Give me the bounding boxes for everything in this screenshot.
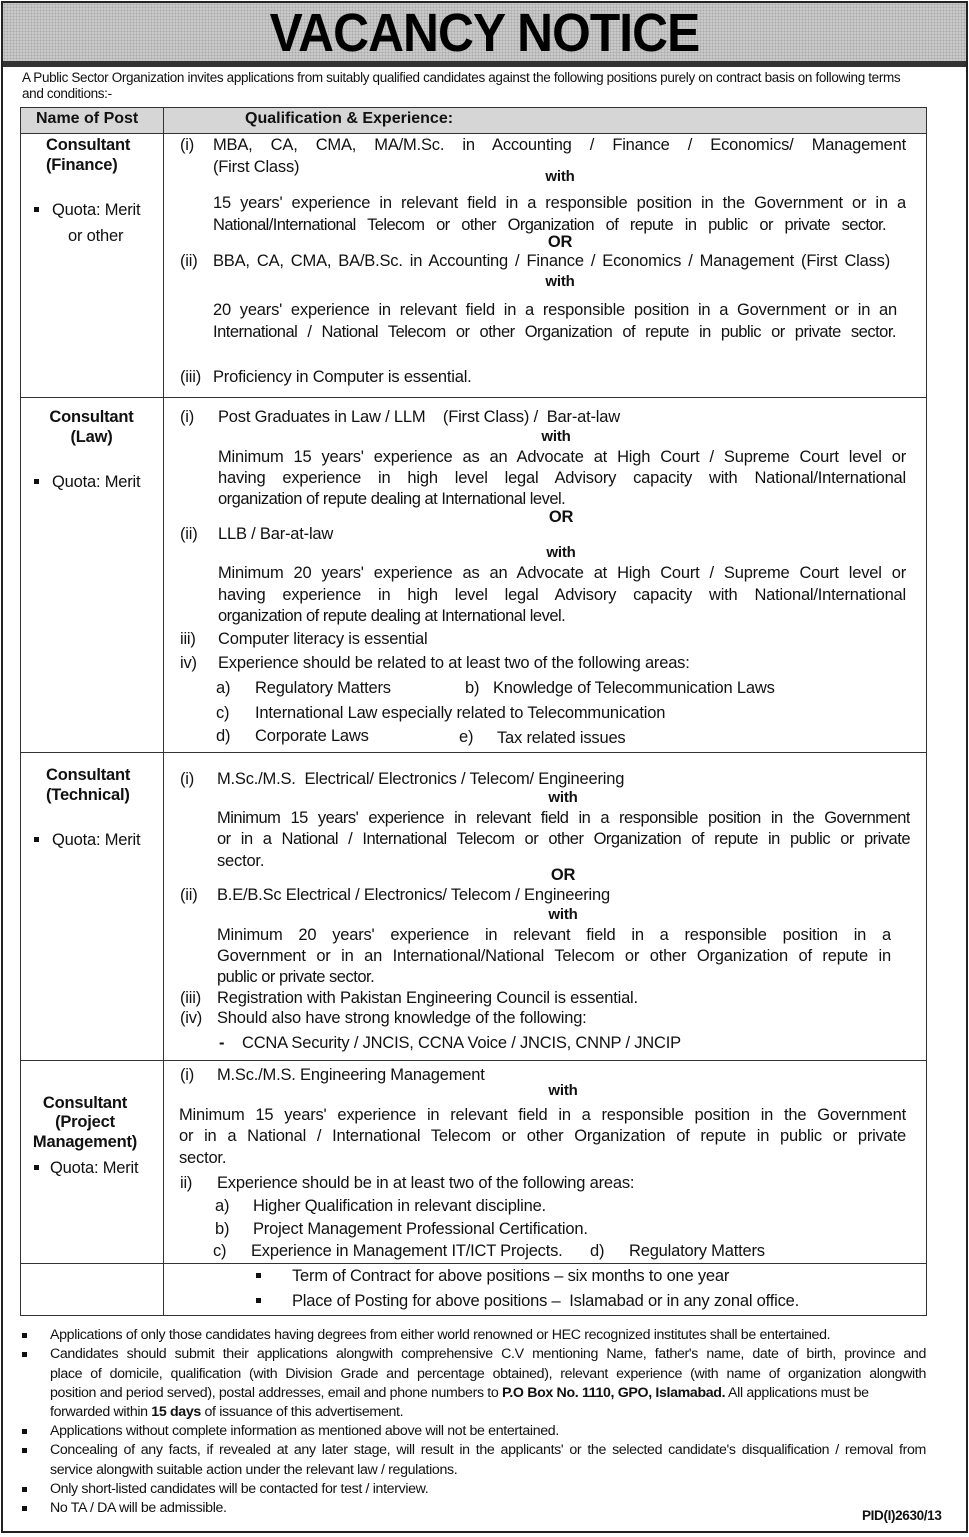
deadline-days: 15 days	[151, 1404, 201, 1420]
note-line: Only short-listed candidates will be contacted for test / interview.	[50, 1481, 429, 1497]
area-item: Corporate Laws	[255, 727, 369, 745]
note-line: No TA / DA will be admissible.	[50, 1500, 227, 1516]
note-text: of issuance of this advertisement.	[200, 1404, 404, 1420]
qualification-line: 20 years' experience in relevant field in a responsible position in a Government or in an	[213, 301, 897, 319]
note-line	[50, 1384, 869, 1402]
connector-with: with	[545, 168, 575, 185]
area-item: Higher Qualification in relevant discipline.	[253, 1197, 546, 1215]
qualification-line: Post Graduates in Law / LLM (First Class) / Bar-at-law	[218, 408, 620, 426]
connector-with: with	[548, 789, 578, 806]
qualification-line: 15 years' experience in relevant field in a responsible position in the Government or in a	[213, 194, 906, 212]
header-name-of-post: Name of Post	[36, 110, 139, 127]
item-number: (ii)	[180, 525, 198, 543]
area-item: Regulatory Matters	[629, 1242, 765, 1260]
bullet-icon	[256, 1298, 261, 1303]
qualification-line: National/International Telecom or other Organization of repute in public or private sector.	[213, 216, 886, 234]
qualification-line: public or private sector.	[217, 968, 375, 986]
qualification-line: M.Sc./M.S. Engineering Management	[217, 1066, 485, 1084]
column-divider	[163, 107, 164, 1315]
bullet-icon	[22, 1333, 27, 1338]
qualification-line: or in a National / International Telecom or other Organization of repute in public or private	[217, 830, 910, 848]
qualification-line: having experience in high level legal Advisory capacity with National/International	[218, 586, 906, 604]
qualification-line: having experience in high level legal Advisory capacity with National/International	[218, 469, 906, 487]
note-line: Concealing of any facts, if revealed at any later stage, will result in the applicants' or the selected candidate's disqualification / removal from	[50, 1442, 926, 1458]
qualification-line: Minimum 20 years' experience in relevant field in a responsible position in a	[217, 926, 891, 944]
header-qualification: Qualification & Experience:	[245, 110, 454, 127]
sub-item-letter: d)	[216, 727, 231, 745]
bullet-icon	[22, 1448, 27, 1453]
post-title: (Project	[55, 1113, 115, 1131]
bullet-icon	[256, 1273, 261, 1278]
note-line: service alongwith suitable action under the relevant law / regulations.	[50, 1462, 458, 1478]
post-title: Consultant	[42, 1094, 128, 1112]
quota: or other	[68, 227, 124, 245]
note-line: Applications without complete information as mentioned above will not be entertained.	[50, 1423, 559, 1439]
bullet-icon	[34, 207, 39, 212]
connector-with: with	[548, 906, 578, 923]
sub-item-letter: e)	[459, 728, 474, 746]
dash-bullet: -	[219, 1034, 225, 1052]
item-number: (iv)	[180, 1009, 203, 1027]
quota: Quota: Merit	[52, 201, 141, 219]
qualification-line: organization of repute dealing at International level.	[218, 607, 566, 625]
connector-or: OR	[547, 233, 573, 251]
area-item: International Law especially related to Telecommunication	[255, 704, 666, 722]
connector-or: OR	[550, 866, 576, 884]
bullet-icon	[34, 1165, 39, 1170]
bullet-icon	[22, 1487, 27, 1492]
quota: Quota: Merit	[50, 1159, 139, 1177]
post-title: Consultant	[46, 136, 131, 154]
qualification-line: or in a National / International Telecom or other Organization of repute in public or private	[179, 1127, 906, 1145]
qualification-line: Minimum 15 years' experience in relevant field in a responsible position in the Government	[179, 1106, 906, 1124]
note-text: All applications must be	[725, 1385, 869, 1401]
item-number: (i)	[180, 1066, 195, 1084]
note-line: place of domicile, qualification (with Division Grade and percentage obtained), relevant experience (with name of organization alongwith	[50, 1366, 926, 1382]
note-line: Candidates should submit their applications alongwith comprehensive C.V mentioning Name, father's name, date of birth, province and	[50, 1346, 926, 1362]
sub-item-letter: b)	[465, 679, 480, 697]
bullet-icon	[34, 479, 39, 484]
divider	[20, 1263, 926, 1264]
sub-item-letter: b)	[215, 1220, 230, 1238]
connector-with: with	[548, 1082, 578, 1099]
connector-with: with	[545, 273, 575, 290]
note-line	[50, 1403, 403, 1421]
item-number: iii)	[180, 630, 196, 648]
item-number: (i)	[180, 408, 195, 426]
term-contract: Term of Contract for above positions – six months to one year	[292, 1267, 730, 1285]
qualification-line: Computer literacy is essential	[218, 630, 428, 648]
page-title: VACANCY NOTICE	[269, 3, 700, 63]
qualification-line: M.Sc./M.S. Electrical/ Electronics / Telecom/ Engineering	[217, 770, 625, 788]
qualification-line: Experience should be related to at least two of the following areas:	[218, 654, 690, 672]
intro-line: A Public Sector Organization invites applications from suitably qualified candidates against the following positions purely on contract basis on following terms	[22, 70, 901, 85]
item-number: (i)	[180, 770, 195, 788]
item-number: ii)	[180, 1174, 193, 1192]
item-number: (ii)	[180, 886, 198, 904]
qualification-line: organization of repute dealing at International level.	[218, 490, 566, 508]
qualification-line: International / National Telecom or other Organization of repute in public or private sector.	[213, 323, 896, 341]
qualification-line: Minimum 20 years' experience as an Advocate at High Court / Supreme Court level or	[218, 564, 906, 582]
intro-line: and conditions:-	[22, 86, 112, 101]
qualification-line: sector.	[179, 1149, 227, 1167]
item-number: (iii)	[180, 989, 201, 1007]
qualification-line: B.E/B.Sc Electrical / Electronics/ Telecom / Engineering	[217, 886, 610, 904]
qualification-line: LLB / Bar-at-law	[218, 525, 334, 543]
quota: Quota: Merit	[52, 831, 141, 849]
qualification-line: Minimum 15 years' experience in relevant field in a responsible position in the Government	[217, 809, 910, 827]
qualification-line: Proficiency in Computer is essential.	[213, 368, 472, 386]
connector-with: with	[541, 428, 571, 445]
divider	[20, 397, 926, 398]
po-box-address: P.O Box No. 1110, GPO, Islamabad.	[502, 1385, 726, 1401]
sub-item-letter: a)	[215, 1197, 230, 1215]
note-text: forwarded within	[50, 1404, 152, 1420]
area-item: Knowledge of Telecommunication Laws	[493, 679, 775, 697]
sub-item-letter: a)	[216, 679, 231, 697]
area-item: Tax related issues	[497, 729, 626, 747]
bullet-icon	[22, 1352, 27, 1357]
qualification-line: Should also have strong knowledge of the following:	[217, 1009, 587, 1027]
qualification-line: Registration with Pakistan Engineering Council is essential.	[217, 989, 638, 1007]
post-title: Consultant	[49, 408, 134, 426]
divider	[20, 752, 926, 753]
qualification-line: Experience should be in at least two of the following areas:	[217, 1174, 635, 1192]
post-title: Management)	[32, 1133, 138, 1151]
qualification-line: BBA, CA, CMA, BA/B.Sc. in Accounting / Finance / Economics / Management (First Class)	[213, 252, 890, 270]
pid-number: PID(I)2630/13	[862, 1508, 942, 1523]
item-number: (iii)	[180, 368, 201, 386]
post-title: Consultant	[46, 766, 131, 784]
item-number: iv)	[180, 654, 197, 672]
note-text: position and period served), postal addresses, email and phone numbers to	[50, 1385, 503, 1401]
bullet-icon	[22, 1506, 27, 1511]
post-title: (Finance)	[46, 156, 118, 174]
quota: Quota: Merit	[52, 473, 141, 491]
item-number: (ii)	[180, 252, 198, 270]
post-title: (Law)	[70, 428, 113, 446]
area-item: Project Management Professional Certification.	[253, 1220, 588, 1238]
qualification-line: sector.	[217, 852, 265, 870]
post-title: (Technical)	[46, 786, 130, 804]
bullet-icon	[34, 837, 39, 842]
divider	[20, 1060, 926, 1061]
sub-item-letter: d)	[590, 1242, 605, 1260]
connector-or: OR	[548, 508, 574, 526]
item-number: (i)	[180, 136, 195, 154]
area-item: Experience in Management IT/ICT Projects.	[251, 1242, 563, 1260]
qualification-line: Government or in an International/National Telecom or other Organization of repute in	[217, 947, 891, 965]
certification-list: CCNA Security / JNCIS, CCNA Voice / JNCIS, CNNP / JNCIP	[242, 1034, 681, 1052]
area-item: Regulatory Matters	[255, 679, 391, 697]
qualification-line: Minimum 15 years' experience as an Advocate at High Court / Supreme Court level or	[218, 448, 906, 466]
connector-with: with	[546, 544, 576, 561]
note-line: Applications of only those candidates having degrees from either world renowned or HEC recognized institutes shall be entertained.	[50, 1327, 831, 1343]
sub-item-letter: c)	[216, 704, 230, 722]
sub-item-letter: c)	[213, 1242, 227, 1260]
bullet-icon	[22, 1429, 27, 1434]
qualification-line: (First Class)	[213, 158, 300, 176]
term-posting: Place of Posting for above positions – Islamabad or in any zonal office.	[292, 1292, 799, 1310]
qualification-line: MBA, CA, CMA, MA/M.Sc. in Accounting / Finance / Economics/ Management	[213, 136, 906, 154]
